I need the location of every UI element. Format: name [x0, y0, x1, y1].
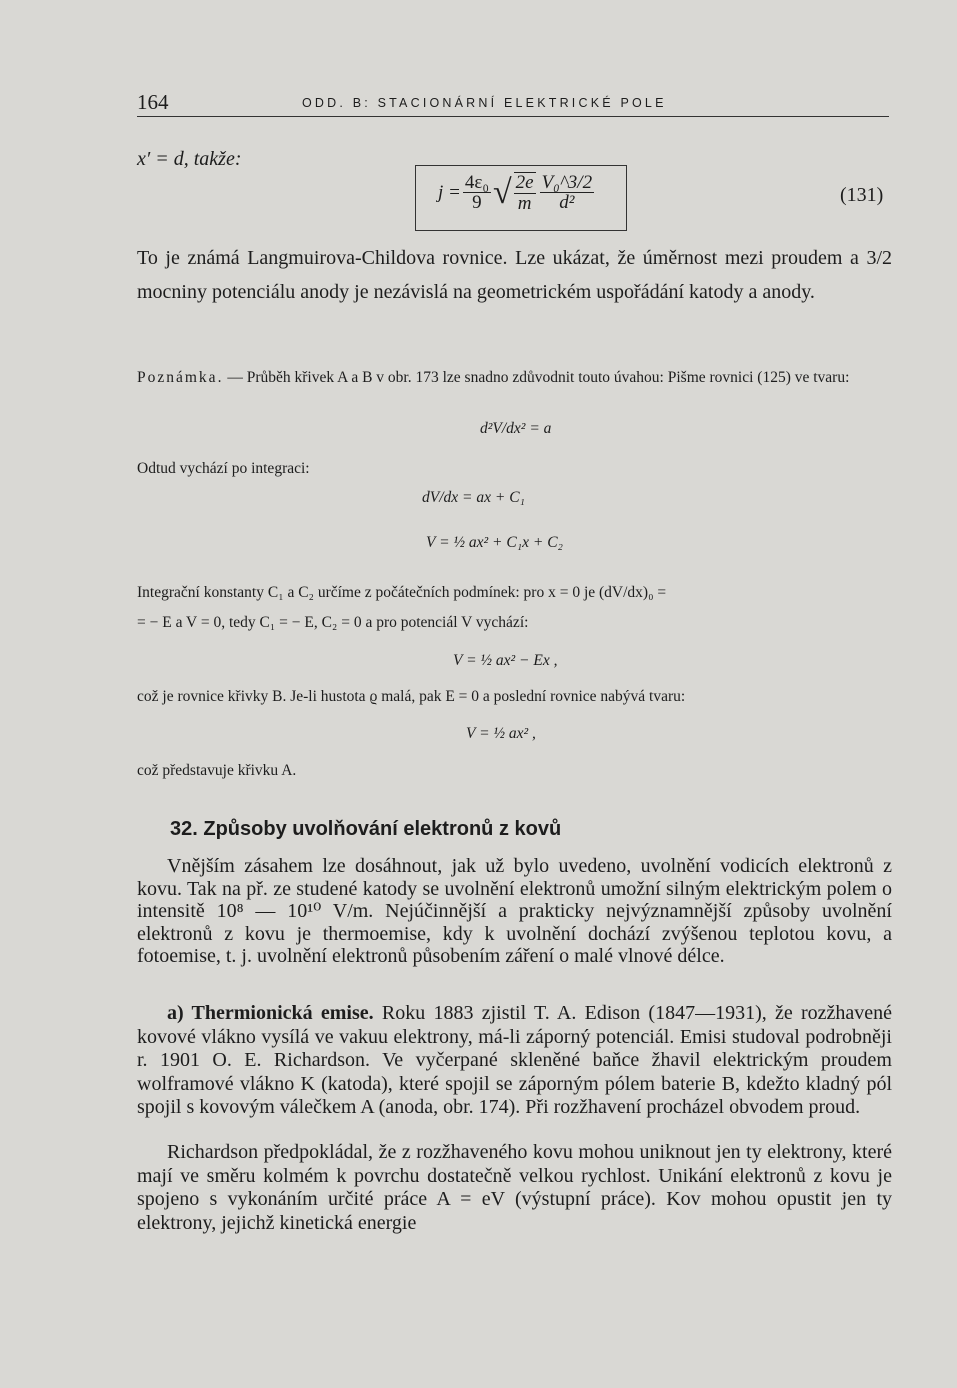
eq-root-num: 2e — [515, 172, 534, 193]
equation-number: (131) — [840, 184, 884, 206]
note-text-3: Integrační konstanty C₁ a C₂ určíme z počátečních podmínek: pro x = 0 je (dV/dx)₀ = — [137, 584, 667, 601]
eq-v — [540, 173, 595, 214]
running-title: ODD. B: STACIONÁRNÍ ELEKTRICKÉ POLE — [302, 96, 667, 110]
eq-coef-num: 4ε₀ — [464, 171, 489, 193]
note-eq-4: V = ½ ax² − Ex , — [453, 652, 558, 669]
note-text-6: což představuje křivku A. — [137, 762, 297, 779]
section-paragraph-2-text: Roku 1883 zjistil T. A. Edison (1847—1931), že rozžhavené kovové vlákno vysílá ve vakuu elektrony, má-li záporný potenciál. Emisi studoval podrobněji r. 1901 O. E. Richardson. Ve vyčerpané skleněné baňce žhavil elektrickým proudem wolframové vlákno K (katoda), které spojil se záporným pólem baterie B, kdežto kladný pól spojil s kovovým válečkem A (anoda, obr. 174). Při rozžhavení procházel obvodem proud. — [137, 1002, 893, 1118]
eq-root — [514, 172, 536, 214]
eq-lhs: j = — [438, 181, 461, 203]
eq-v-den: d² — [559, 192, 575, 214]
note-eq-1: d²V/dx² = a — [480, 420, 552, 437]
eq-coef — [463, 173, 491, 214]
sqrt-sign: √ — [492, 173, 512, 211]
equation-box — [415, 165, 627, 231]
section-paragraph-3: Richardson předpokládal, že z rozžhaveného kovu mohou uniknout jen ty elektrony, které mají ve směru kolmém k povrchu dostatečně velkou rychlost. Unikání elektronů z kovu je spojeno s vykonáním určité práce A = eV (výstupní práce). Kov mohou opustit jen ty elektrony, jejichž kinetická energie — [137, 1141, 892, 1234]
lead-line: x′ = d, takže: — [137, 148, 242, 170]
note-eq-2: dV/dx = ax + C₁ — [422, 489, 525, 506]
note-title: Poznámka. — [137, 369, 224, 386]
note-text-4: = − E a V = 0, tedy C₁ = − E, C₂ = 0 a pro potenciál V vychází: — [137, 614, 529, 631]
section-paragraph-1: Vnějším zásahem lze dosáhnout, jak už bylo uvedeno, uvolnění vodicích elektronů z kovu. Tak na př. ze studené katody se uvolnění elektronů umožní silným elektrickým polem o intensitě 10⁸ — 10¹⁰ V/m. Nejúčinnější a prakticky nejvýznamnější způsoby uvolnění elektronů z kovu je thermoemise, kdy k uvolnění dochází zvýšenou teplotou kovu, a fotoemise, t. j. uvolnění elektronů působením záření o malé vlnové délce. — [137, 855, 892, 967]
page-number: 164 — [137, 90, 169, 114]
section-heading: 32. Způsoby uvolňování elektronů z kovů — [170, 818, 562, 840]
note-text-1: — Průběh křivek A a B v obr. 173 lze snadno zdůvodnit touto úvahou: Pišme rovnici (125) ve tvaru: — [227, 369, 850, 386]
note-intro — [137, 367, 892, 389]
eq-root-den: m — [517, 192, 532, 214]
header-rule — [137, 116, 889, 117]
equation-131 — [438, 172, 596, 214]
section-paragraph-2 — [137, 1002, 892, 1120]
note-text-2: Odtud vychází po integraci: — [137, 460, 310, 477]
paragraph-langmuir: To je známá Langmuirova-Childova rovnice. Lze ukázat, že úměrnost mezi proudem a 3/2 mocniny potenciálu anody je nezávislá na geometrickém uspořádání katody a anody. — [137, 247, 892, 303]
note-text-5: což je rovnice křivky B. Je-li hustota ϱ malá, pak E = 0 a poslední rovnice nabývá tvaru: — [137, 688, 686, 705]
note-eq-5: V = ½ ax² , — [466, 725, 536, 742]
eq-v-num: V₀^3/2 — [541, 171, 593, 193]
eq-coef-den: 9 — [472, 192, 482, 214]
note-eq-3: V = ½ ax² + C₁x + C₂ — [426, 534, 563, 551]
thermionic-heading: a) Thermionická emise. — [167, 1002, 374, 1024]
